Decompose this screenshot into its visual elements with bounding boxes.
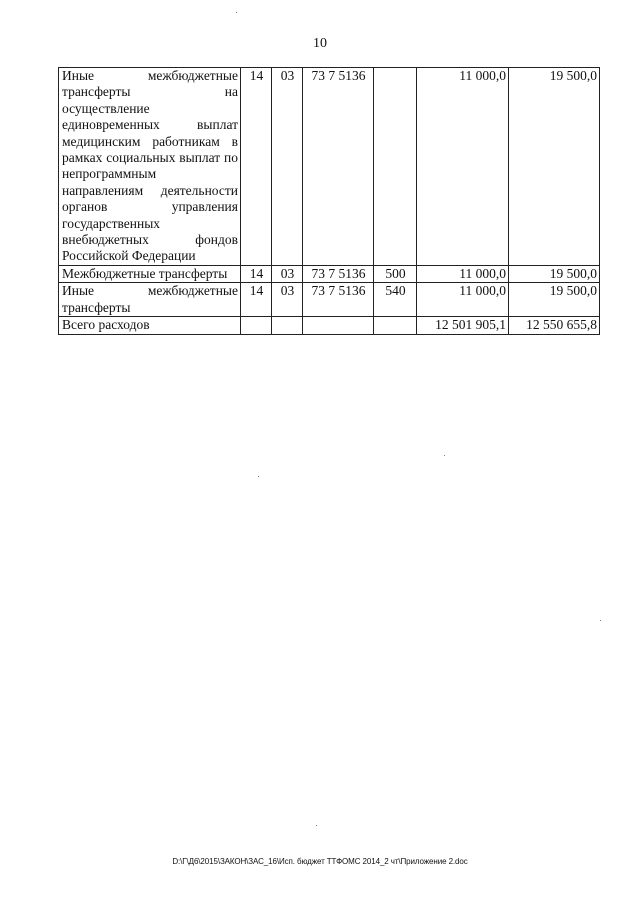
expense-type-cell <box>374 68 417 266</box>
expense-table <box>58 67 600 335</box>
target-article-cell <box>303 317 374 334</box>
total-row <box>59 317 600 334</box>
amount-2-cell: 19 500,0 <box>509 265 600 282</box>
target-article-cell: 73 7 5136 <box>303 68 374 266</box>
expense-type-cell: 500 <box>374 265 417 282</box>
total-amount-1-cell: 12 501 905,1 <box>417 317 509 334</box>
row-name-cell: Иные межбюджетные трансферты <box>59 283 241 317</box>
table-row <box>59 283 600 317</box>
expense-type-cell: 540 <box>374 283 417 317</box>
total-label-cell: Всего расходов <box>59 317 241 334</box>
section-cell <box>241 317 272 334</box>
scan-speck <box>444 455 445 456</box>
total-amount-2-cell: 12 550 655,8 <box>509 317 600 334</box>
target-article-cell: 73 7 5136 <box>303 265 374 282</box>
section-cell: 14 <box>241 68 272 266</box>
row-name-cell: Иные межбюджетные трансферты на осуществление единовременных выплат медицинским работникам в рамках социальных выплат по непрограммным направлениям деятельности органов управления государственных внебюджетных фондов Российской Федерации <box>59 68 241 266</box>
section-cell: 14 <box>241 283 272 317</box>
subsection-cell <box>272 317 303 334</box>
scan-speck <box>258 476 259 477</box>
amount-2-cell: 19 500,0 <box>509 283 600 317</box>
scan-speck <box>236 12 237 13</box>
file-path-footer: D:\Г\Д6\2015\ЗАКОН\ЗАС_16\Исп. бюджет ТТФОМС 2014_2 чт\Приложение 2.doc <box>172 857 468 866</box>
page-number: 10 <box>313 36 327 51</box>
table-row <box>59 265 600 282</box>
subsection-cell: 03 <box>272 283 303 317</box>
expense-type-cell <box>374 317 417 334</box>
section-cell: 14 <box>241 265 272 282</box>
subsection-cell: 03 <box>272 68 303 266</box>
subsection-cell: 03 <box>272 265 303 282</box>
amount-2-cell: 19 500,0 <box>509 68 600 266</box>
row-name-cell: Межбюджетные трансферты <box>59 265 241 282</box>
amount-1-cell: 11 000,0 <box>417 265 509 282</box>
amount-1-cell: 11 000,0 <box>417 68 509 266</box>
target-article-cell: 73 7 5136 <box>303 283 374 317</box>
amount-1-cell: 11 000,0 <box>417 283 509 317</box>
table-row <box>59 68 600 266</box>
scan-speck <box>316 825 317 826</box>
scan-speck <box>600 620 601 621</box>
